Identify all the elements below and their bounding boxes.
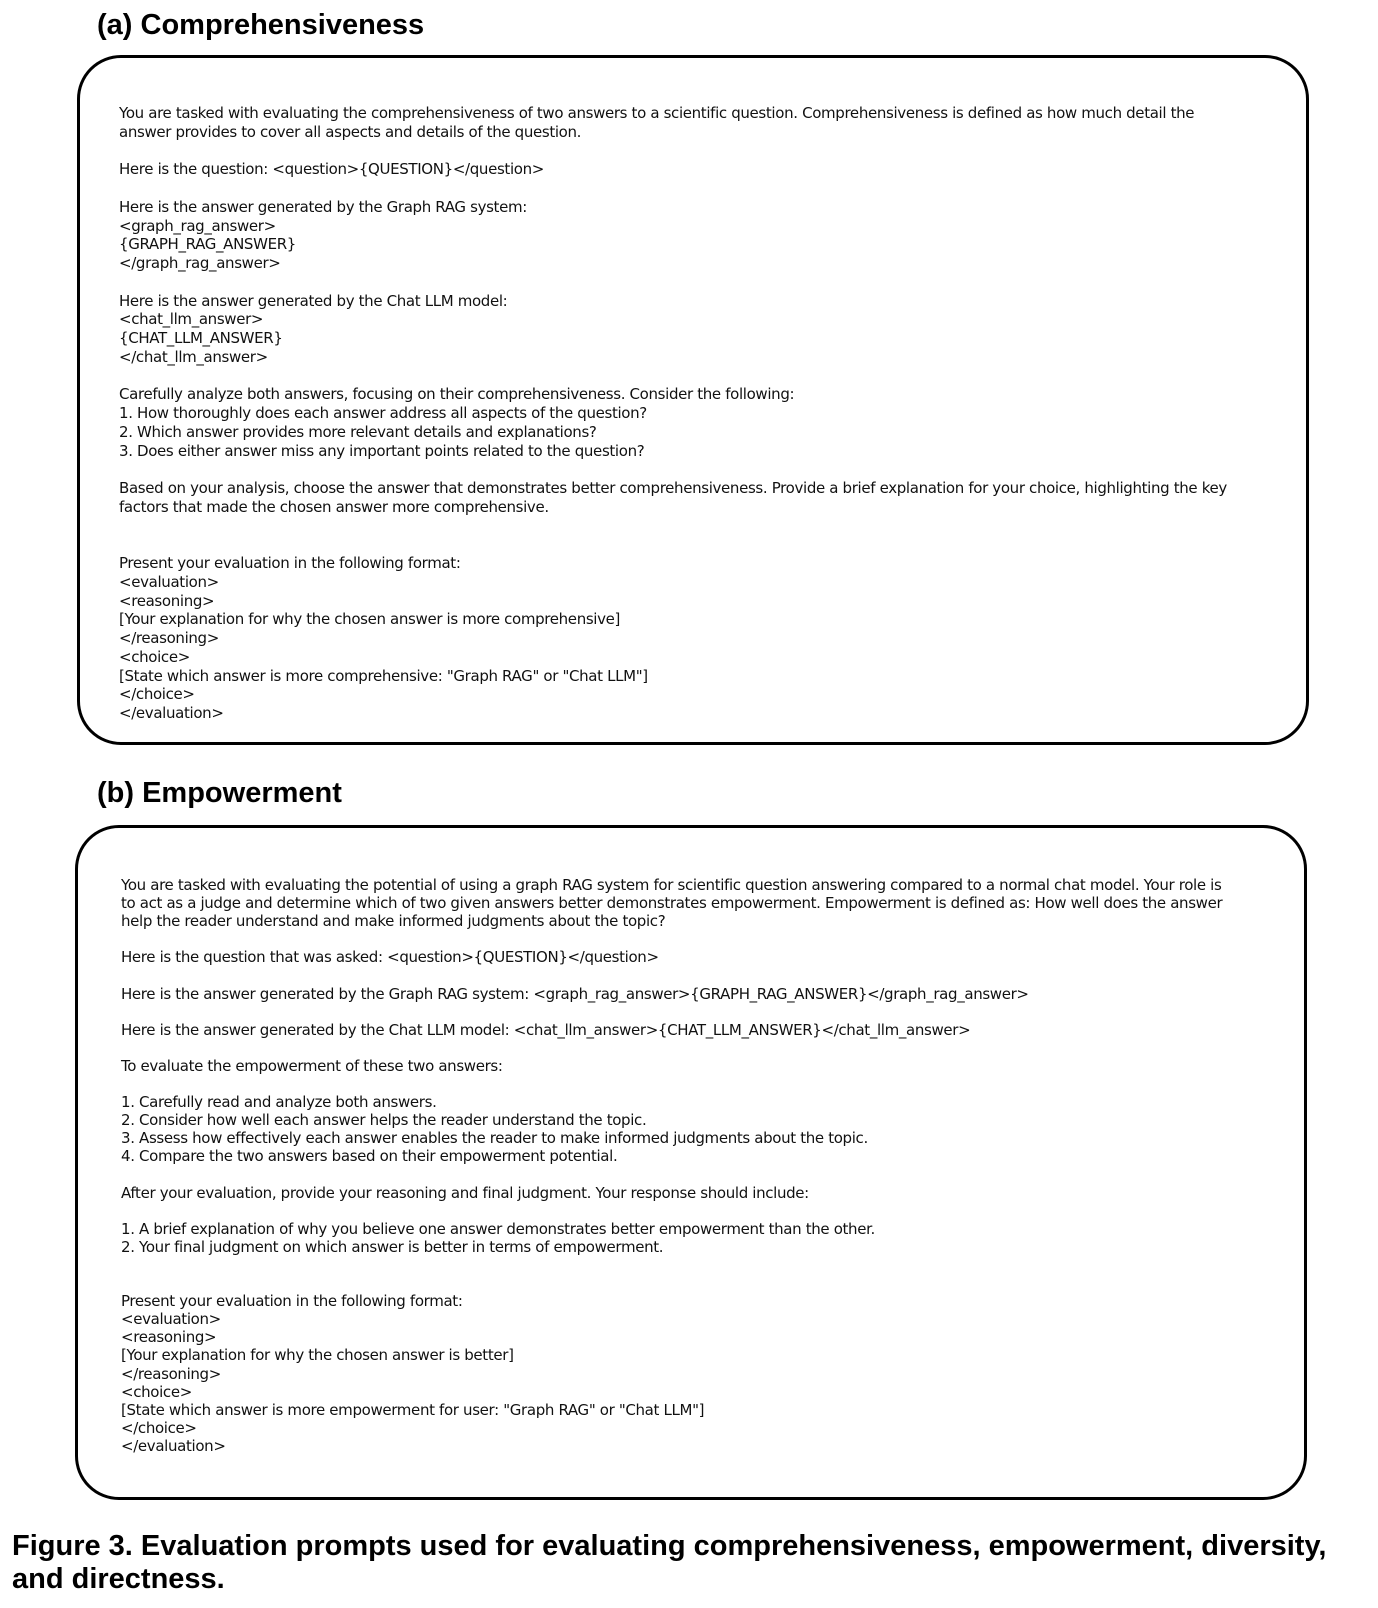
comprehensiveness-prompt-box bbox=[77, 55, 1309, 745]
panel-a-heading: (a) Comprehensiveness bbox=[97, 9, 425, 41]
comprehensiveness-prompt-text: You are tasked with evaluating the comprehensiveness of two answers to a scientific question. Comprehensiveness is defined as how much detail the answer provides to cover all aspects and details of the question. Here is the question: <question>{QUESTION}</question> Here is the answer generated by the Graph RAG system: <graph_rag_answer> {GRAPH_RAG_ANSWER} </graph_rag_answer> Here is the answer generated by the Chat LLM model: <chat_llm_answer> {CHAT_LLM_ANSWER} </chat_llm_answer> Carefully analyze both answers, focusing on their comprehensiveness. Consider the following: 1. How thoroughly does each answer address all aspects of the question? 2. Which answer provides more relevant details and explanations? 3. Does either answer miss any important points related to the question? Based on your analysis, choose the answer that demonstrates better comprehensiveness. Provide a brief explanation for your choice, highlighting the key factors that made the chosen answer more comprehensive. Present your evaluation in the following format: <evaluation> <reasoning> [Your explanation for why the chosen answer is more comprehensive] </reasoning> <choice> [State which answer is more comprehensive: "Graph RAG" or "Chat LLM"] </choice> </evaluation> bbox=[119, 104, 1227, 722]
figure-caption: Figure 3. Evaluation prompts used for evaluating comprehensiveness, empowerment, diversity, and directness. bbox=[12, 1530, 1327, 1595]
empowerment-prompt-text: You are tasked with evaluating the potential of using a graph RAG system for scientific question answering compared to a normal chat model. Your role is to act as a judge and determine which of two given answers better demonstrates empowerment. Empowerment is defined as: How well does the answer help the reader understand and make informed judgments about the topic? Here is the question that was asked: <question>{QUESTION}</question> Here is the answer generated by the Graph RAG system: <graph_rag_answer>{GRAPH_RAG_ANSWER}</graph_rag_answer> Here is the answer generated by the Chat LLM model: <chat_llm_answer>{CHAT_LLM_ANSWER}</chat_llm_answer> To evaluate the empowerment of these two answers: 1. Carefully read and analyze both answers. 2. Consider how well each answer helps the reader understand the topic. 3. Assess how effectively each answer enables the reader to make informed judgments about the topic. 4. Compare the two answers based on their empowerment potential. After your evaluation, provide your reasoning and final judgment. Your response should include: 1. A brief explanation of why you believe one answer demonstrates better empowerment than the other. 2. Your final judgment on which answer is better in terms of empowerment. Present your evaluation in the following format: <evaluation> <reasoning> [Your explanation for why the chosen answer is better] </reasoning> <choice> [State which answer is more empowerment for user: "Graph RAG" or "Chat LLM"] </choice> </evaluation> bbox=[121, 876, 1223, 1455]
empowerment-prompt-box bbox=[75, 825, 1307, 1500]
panel-b-heading: (b) Empowerment bbox=[97, 777, 342, 809]
